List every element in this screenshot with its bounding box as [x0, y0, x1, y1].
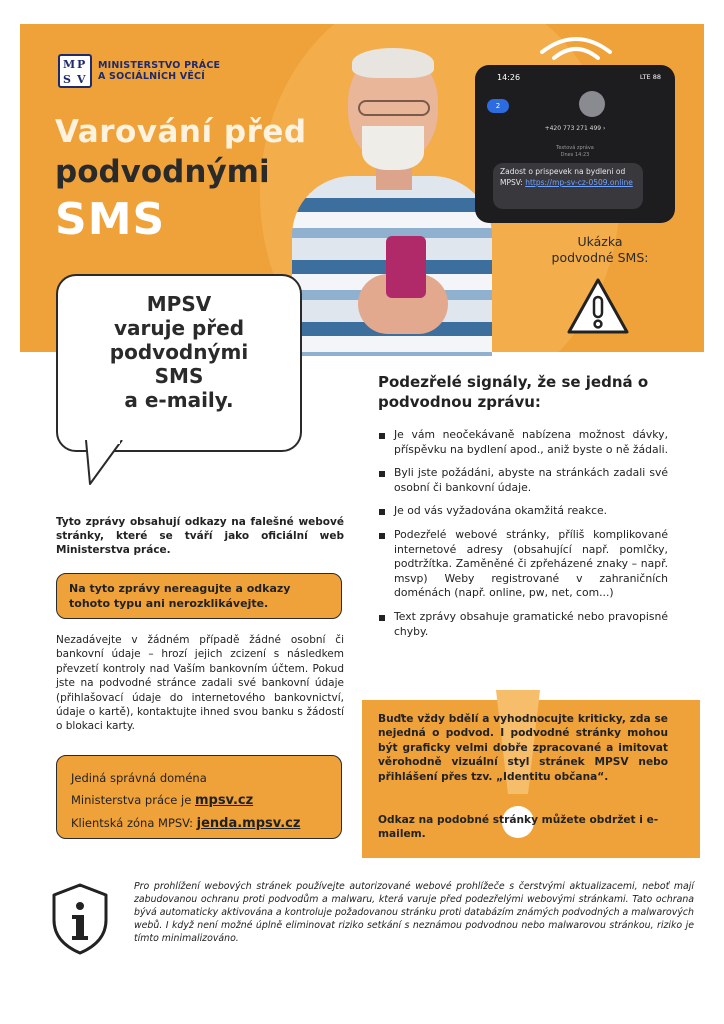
list-item: Text zprávy obsahuje gramatické nebo pravopisné chyby. [378, 610, 668, 639]
do-not-click-callout: Na tyto zprávy nereagujte a odkazy tohoto typu ani nerozklikávejte. [56, 573, 342, 619]
vigilance-text: Buďte vždy bdělí a vyhodnocujte kriticky, zda se nejedná o podvod. I podvodné stránky mohou být graficky velmi dobře zpracované a imitovat věrohodně vizuální styl stránek MPSV nebo přihlášení přes tzv. „Identitu občana“. [378, 713, 668, 783]
mpsv-logo-mark: M P S V [58, 54, 92, 88]
bubble-warning-text: MPSV varuje před podvodnými SMS a e-maily. [109, 292, 249, 412]
warning-triangle-icon [566, 277, 630, 335]
list-item: Je vám neočekávaně nabízena možnost dávky, příspěvku na bydlení apod., aniž byste o ně žádali. [378, 428, 668, 457]
sms-message-bubble: Zadost o prispevek na bydleni od MPSV: https://mp-sv-cz-0509.online [493, 163, 643, 209]
message-kind: Textová zpráva Dnes 14:23 [556, 145, 594, 158]
email-warning-text: Odkaz na podobné stránky můžete obdržet i e-mailem. [378, 814, 659, 841]
fake-link: https://mp-sv-cz-0509.online [525, 177, 633, 187]
sms-sample-label: Ukázka podvodné SMS: [551, 234, 649, 265]
browser-safety-note: Pro prohlížení webových stránek používejte autorizované webové prohlížeče s čerstvými aktualizacemi, neboť mají zabudovanou ochranu proti podvodům a malwaru, která varuje před podezřelými webovými stránkami. Tato ochrana bývá automaticky aktivována a kontroluje požadovanou stránku proti databázím známých podvodných a malwarových webů. I když není možné úplně eliminovat riziko setkání s neznámou podvodnou nebo malwarovou stránkou, riziko je tímto minimalizováno. [134, 881, 694, 944]
phone-time: 14:26 [497, 73, 521, 82]
sender-number: +420 773 271 499 › [544, 125, 606, 132]
phone-status: LTE 88 [639, 73, 661, 81]
wifi-icon [536, 32, 616, 64]
page-title: Varování před podvodnými SMS [55, 114, 307, 245]
sms-screenshot [475, 65, 675, 223]
official-domain-link[interactable]: mpsv.cz [194, 793, 254, 808]
sender-avatar [579, 91, 605, 117]
intro-text: Tyto zprávy obsahují odkazy na falešné webové stránky, které se tváří jako oficiální web Ministerstva práce. [56, 516, 344, 556]
senior-man-photo [292, 40, 492, 352]
ministry-name: MINISTERSTVO PRÁCE A SOCIÁLNÍCH VĚCÍ [98, 60, 221, 82]
signals-list [378, 428, 668, 648]
signals-heading: Podezřelé signály, že se jedná o podvodnou zprávu: [378, 373, 649, 411]
back-badge: 2 [487, 99, 509, 113]
list-item: Byli jste požádáni, abyste na stránkách zadali své osobní či bankovní údaje. [378, 466, 668, 495]
official-domains-box: Jediná správná doména Ministerstva práce je mpsv.cz Klientská zóna MPSV: jenda.mpsv.cz [56, 755, 342, 839]
list-item: Je od vás vyžadována okamžitá reakce. [378, 504, 668, 519]
bank-data-paragraph: Nezadávejte v žádném případě žádné osobní či bankovní údaje – hrozí jejich zcizení s následkem převzetí kontroly nad Vaším bankovním účtem. Pokud jste na podvodné stránce zadali své bankovní údaje (přihlašovací údaje do internetového bankovnictví, údaje o kartě), kontaktujte ihned svou banku s žádostí o blokaci karty. [56, 634, 344, 733]
client-zone-link[interactable]: jenda.mpsv.cz [196, 816, 301, 831]
mpsv-logo [58, 54, 220, 88]
list-item: Podezřelé webové stránky, příliš komplikované internetové adresy (obsahující např. pomlčky, podtržítka. Zaměněné či zpřeházené znaky – např. msvp) Weby registrované v zahraničních doménách (např. online, pw, net, com...) [378, 528, 668, 601]
shield-info-icon [50, 882, 110, 956]
speech-bubble-tail [84, 440, 124, 486]
